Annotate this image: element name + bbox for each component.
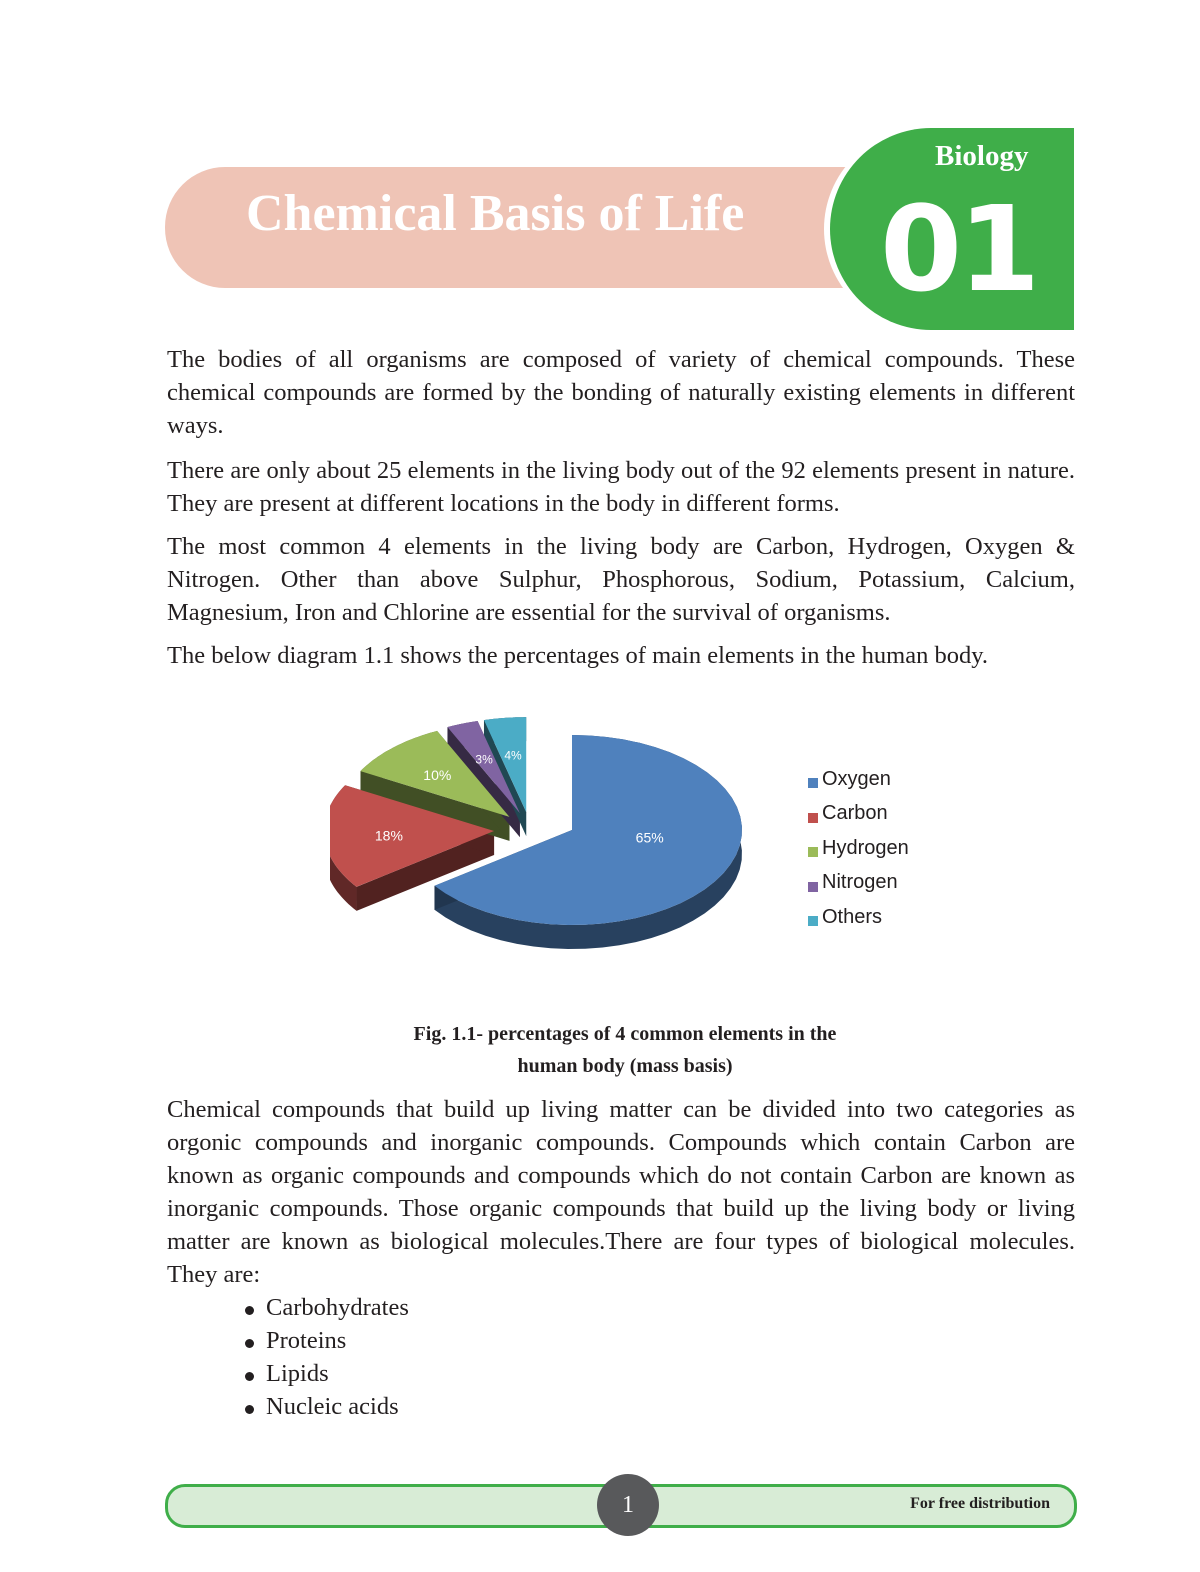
legend-swatch: [808, 813, 818, 823]
list-item: Carbohydrates: [245, 1291, 409, 1324]
subject-label: Biology: [935, 140, 1029, 172]
bullet-icon: [245, 1339, 254, 1348]
legend-label: Hydrogen: [822, 836, 909, 859]
legend-swatch: [808, 778, 818, 788]
figure-caption-line-1: Fig. 1.1- percentages of 4 common elements in the: [413, 1023, 837, 1045]
figure-caption-line-2: human body (mass basis): [517, 1055, 733, 1077]
legend-label: Others: [822, 905, 883, 928]
legend-label: Oxygen: [822, 767, 891, 790]
elements-count-paragraph: There are only about 25 elements in the living body out of the 92 elements present in nature. They are present at different locations in the body in different forms.: [167, 457, 1075, 517]
legend-swatch: [808, 847, 818, 857]
data-label-hydrogen: 10%: [423, 766, 452, 783]
chapter-title: Chemical Basis of Life: [246, 185, 745, 242]
footer-note: For free distribution: [910, 1495, 1050, 1512]
data-label-others: 4%: [504, 748, 522, 763]
page-number: 1: [597, 1474, 659, 1536]
legend-item-carbon: [808, 797, 909, 832]
legend-item-nitrogen: [808, 866, 909, 901]
legend-item-oxygen: [808, 762, 909, 797]
biomolecule-list: [245, 1291, 409, 1423]
bullet-icon: [245, 1405, 254, 1414]
chart-legend: [808, 762, 909, 935]
bullet-icon: [245, 1372, 254, 1381]
data-label-nitrogen: 3%: [475, 752, 493, 767]
list-item: Lipids: [245, 1357, 409, 1390]
intro-paragraph: The bodies of all organisms are composed of variety of chemical compounds. These chemical compounds are formed by the bonding of naturally existing elements in different ways.: [167, 346, 1075, 439]
data-label-carbon: 18%: [374, 827, 403, 844]
legend-label: Carbon: [822, 802, 888, 825]
chapter-number: 01: [880, 180, 1037, 318]
legend-swatch: [808, 882, 818, 892]
bullet-icon: [245, 1306, 254, 1315]
legend-item-others: [808, 900, 909, 935]
legend-item-hydrogen: [808, 831, 909, 866]
legend-swatch: [808, 916, 818, 926]
element-percentage-pie-chart: [330, 710, 750, 970]
list-item: Proteins: [245, 1324, 409, 1357]
data-label-oxygen: 65%: [635, 829, 664, 846]
diagram-intro-paragraph: The below diagram 1.1 shows the percentages of main elements in the human body.: [167, 642, 988, 669]
common-elements-paragraph: The most common 4 elements in the living body are Carbon, Hydrogen, Oxygen & Nitrogen. Other than above Sulphur, Phosphorous, Sodium, Potassium, Calcium, Magnesium, Iron and Chlorine are essential for the survival of organisms.: [167, 533, 1075, 626]
compounds-paragraph: Chemical compounds that build up living matter can be divided into two categories as orgonic compounds and inorganic compounds. Compounds which contain Carbon are known as organic compounds and compounds which do not contain Carbon are known as inorganic compounds. Those organic compounds that build up the living body or living matter are known as biological molecules.There are four types of biological molecules. They are:: [167, 1096, 1075, 1288]
list-item: Nucleic acids: [245, 1390, 409, 1423]
legend-label: Nitrogen: [822, 871, 898, 894]
